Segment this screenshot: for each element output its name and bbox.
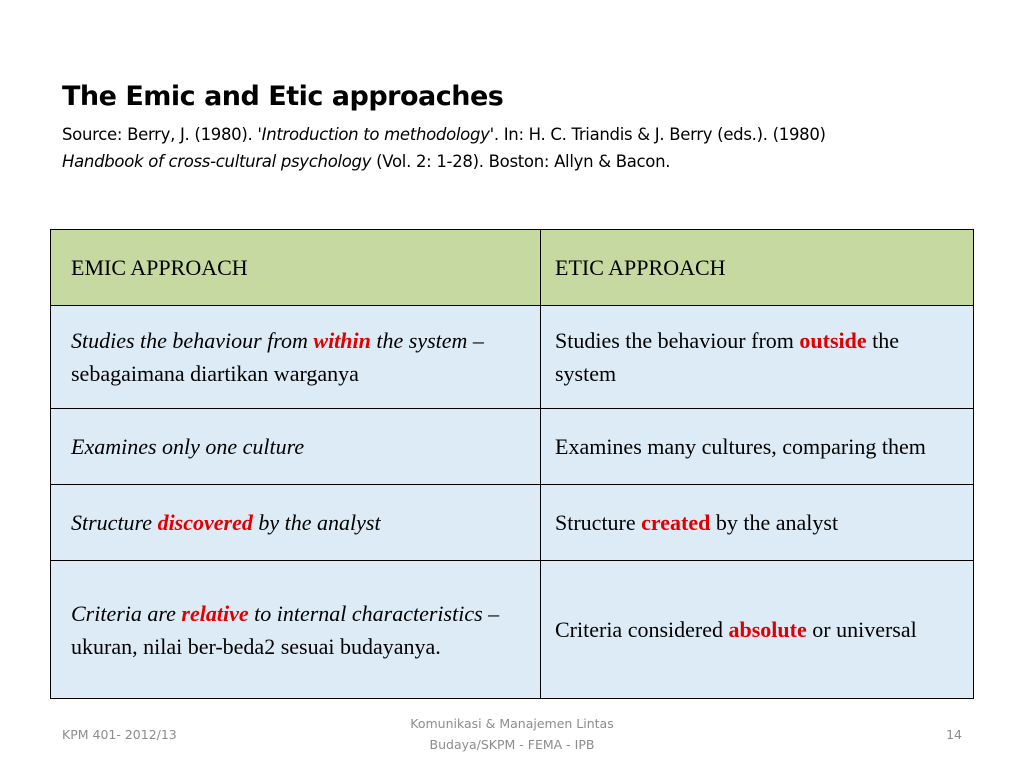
emic-cell: [51, 561, 541, 699]
emic-highlight: within: [313, 328, 371, 353]
emic-note: – ukuran, nilai ber-beda2 sesuai budayanya.: [71, 600, 500, 659]
footer-course-name: [362, 713, 662, 755]
etic-text: Examines many cultures, comparing them: [555, 434, 926, 459]
etic-text: Structure: [555, 510, 642, 535]
source-middle: '. In: H. C. Triandis & J. Berry (eds.). (1980): [489, 125, 826, 144]
emic-text: Structure: [71, 510, 158, 535]
etic-text: by the analyst: [710, 510, 839, 535]
source-prefix: Source: Berry, J. (1980). ': [62, 125, 262, 144]
emic-cell: [51, 409, 541, 485]
source-chapter-title: Introduction to methodology: [261, 125, 490, 144]
emic-text: to internal characteristics: [248, 600, 483, 626]
comparison-table: [50, 229, 974, 699]
emic-highlight: discovered: [157, 510, 253, 535]
emic-note: – sebagaimana diartikan warganya: [71, 328, 484, 386]
etic-highlight: created: [641, 510, 711, 535]
slide-title: The Emic and Etic approaches: [62, 81, 504, 112]
emic-text: Examines only one culture: [71, 434, 305, 459]
table-row: [51, 561, 974, 699]
etic-highlight: absolute: [728, 617, 807, 642]
etic-cell: [541, 409, 974, 485]
source-book-title: Handbook of cross-cultural psychology: [62, 152, 372, 171]
table-row: [51, 409, 974, 485]
etic-text: Criteria considered: [555, 617, 729, 642]
etic-text: Studies the behaviour from: [555, 328, 800, 353]
header-emic: EMIC APPROACH: [51, 230, 541, 306]
emic-cell: [51, 306, 541, 409]
etic-cell: [541, 485, 974, 561]
source-citation: [62, 121, 982, 175]
table-row: [51, 485, 974, 561]
emic-cell: [51, 485, 541, 561]
emic-text: Studies the behaviour from: [71, 328, 314, 353]
emic-text: Criteria are: [71, 600, 182, 626]
table-header-row: [51, 230, 974, 306]
footer-course-name-line1: Komunikasi & Manajemen Lintas: [410, 716, 614, 731]
footer-course-code: KPM 401- 2012/13: [62, 727, 177, 742]
etic-text: or universal: [806, 617, 917, 642]
etic-cell: [541, 561, 974, 699]
emic-highlight: relative: [181, 600, 249, 626]
table-row: [51, 306, 974, 409]
slide-number: 14: [946, 727, 962, 742]
etic-highlight: outside: [799, 328, 867, 353]
header-etic: ETIC APPROACH: [541, 230, 974, 306]
emic-text: the system: [370, 328, 468, 353]
emic-text: by the analyst: [252, 510, 381, 535]
footer-course-name-line2: Budaya/SKPM - FEMA - IPB: [429, 737, 595, 752]
etic-text: the system: [555, 328, 900, 386]
comparison-table-wrapper: [50, 229, 973, 699]
source-suffix: (Vol. 2: 1-28). Boston: Allyn & Bacon.: [371, 152, 671, 171]
etic-cell: [541, 306, 974, 409]
